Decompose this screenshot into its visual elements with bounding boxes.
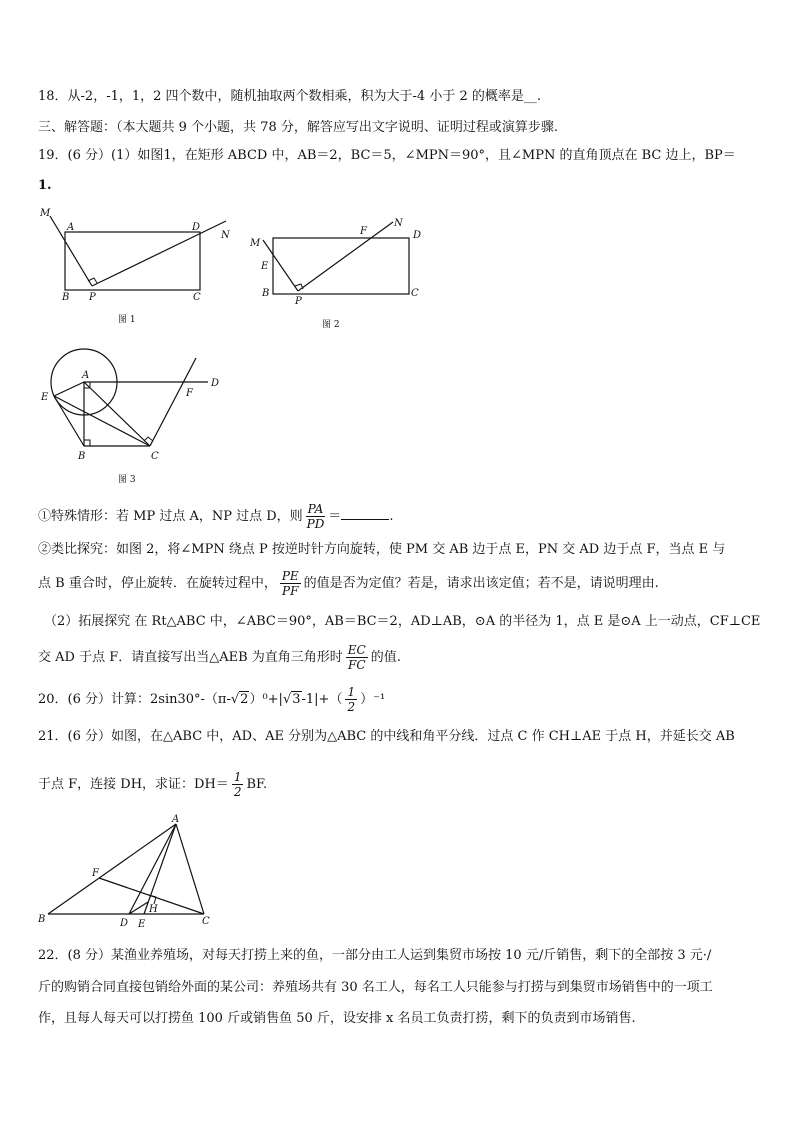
question-19-part3-line1: （2）拓展探究 在 Rt△ABC 中，∠ABC＝90°，AB＝BC＝2，AD⊥AB，⊙A 的半径为 1，点 E 是⊙A 上一动点，CF⊥CE: [44, 614, 761, 629]
fig3-label-a: A: [82, 370, 90, 381]
figure-2: [248, 214, 428, 334]
p3-numerator: EC: [347, 643, 366, 657]
fig4-label-f: F: [92, 868, 99, 879]
fig2-label-b: B: [262, 288, 270, 299]
fig1-label-b: B: [62, 292, 70, 303]
question-22-line1: 22．(8 分）某渔业养殖场，对每天打捞上来的鱼，一部分由工人运到集贸市场按 10 元/斤销售，剩下的全部按 3 元·/: [38, 948, 712, 963]
p1-equals: ＝: [328, 509, 342, 524]
question-19-line2: 1.: [38, 178, 52, 193]
q20-sqrt3: 3: [292, 692, 301, 707]
fig3-label-e: E: [41, 392, 49, 403]
p3-suffix: 的值.: [370, 650, 401, 665]
q20-suffix: ）⁻¹: [360, 692, 386, 707]
section-heading: 三、解答题：（本大题共 9 个小题，共 78 分，解答应写出文字说明、证明过程或演算步骤.: [38, 120, 558, 135]
fig2-label-d: D: [413, 230, 422, 241]
question-19-part1: [38, 502, 393, 531]
fig1-label-d: D: [192, 222, 201, 233]
q20-prefix: 20．(6 分）计算：2sin30°-（π-: [38, 692, 231, 707]
q20-fraction: [345, 685, 357, 714]
q21-fraction: [232, 770, 244, 799]
fig1-caption: 图 1: [118, 315, 136, 325]
p2-numerator: PE: [281, 569, 299, 583]
q21-denominator: 2: [233, 785, 242, 799]
fraction-pe-pf: [280, 569, 301, 598]
fig2-label-m: M: [250, 238, 261, 249]
fig2-label-c: C: [411, 288, 419, 299]
question-18: 18．从-2，-1，1，2 四个数中，随机抽取两个数相乘，积为大于-4 小于 2 的概率是__.: [38, 89, 542, 104]
p1-numerator: PA: [307, 502, 324, 516]
question-19-part3-line2: [38, 643, 401, 672]
question-19-part2-line1: ②类比探究：如图 2，将∠MPN 绕点 P 按逆时针方向旋转，使 PM 交 AB 边于点 E，PN 交 AD 边于点 F，当点 E 与: [38, 542, 726, 557]
fig2-label-f: F: [360, 226, 367, 237]
fraction-pa-pd: [306, 502, 326, 531]
p2-text: 点 B 重合时，停止旋转．在旋转过程中，: [38, 576, 277, 591]
fig1-label-m: M: [40, 208, 51, 219]
fig1-label-c: C: [193, 292, 201, 303]
figure-3: [38, 344, 238, 490]
fig4-label-e: E: [138, 919, 146, 930]
q21-text: 于点 F，连接 DH，求证：DH＝: [38, 777, 229, 792]
p2-denominator: PF: [282, 584, 299, 598]
q20-mid2: -1|+（: [301, 692, 343, 707]
fig4-label-d: D: [120, 918, 129, 929]
question-20: 20．(6 分）计算：2sin30°-（π-√2）⁰+|√3-1|+（ $\frac{1}{2}$ ）⁻¹: [38, 685, 386, 714]
p1-denominator: PD: [306, 517, 325, 531]
question-19-part2-line2: [38, 569, 659, 598]
fig1-label-a: A: [67, 222, 75, 233]
fig2-label-p: P: [295, 296, 302, 307]
p3-text: 交 AD 于点 F．请直接写出当△AEB 为直角三角形时: [38, 650, 343, 665]
fig4-label-a: A: [172, 814, 180, 825]
q20-mid1: ）⁰+|: [249, 692, 283, 707]
fig2-label-e: E: [261, 261, 269, 272]
fig1-label-p: P: [89, 292, 96, 303]
figure-triangle: [36, 812, 226, 934]
p1-end: .: [389, 509, 394, 524]
question-22-line2: 斤的购销合同直接包销给外面的某公司：养殖场共有 30 名工人，每名工人只能参与打捞与到集贸市场销售中的一项工: [38, 980, 713, 995]
question-21-line1: 21．(6 分）如图，在△ABC 中，AD、AE 分别为△ABC 的中线和角平分线．过点 C 作 CH⊥AE 于点 H，并延长交 AB: [38, 729, 735, 744]
fig3-label-c: C: [151, 451, 159, 462]
fig3-caption: 图 3: [118, 475, 136, 485]
question-22-line3: 作，且每人每天可以打捞鱼 100 斤或销售鱼 50 斤，设安排 x 名员工负责打捞，剩下的负责到市场销售.: [38, 1011, 636, 1026]
fig1-label-n: N: [221, 230, 230, 241]
fig3-label-b: B: [78, 451, 86, 462]
question-19-line1: 19．(6 分）(1）如图1，在矩形 ABCD 中，AB＝2，BC＝5，∠MPN＝90°，且∠MPN 的直角顶点在 BC 边上，BP＝: [38, 148, 736, 163]
figure-1: [38, 204, 238, 329]
answer-blank: [341, 507, 389, 520]
q21-numerator: 1: [233, 770, 242, 784]
fig2-caption: 图 2: [322, 320, 340, 330]
fig2-label-n: N: [394, 218, 403, 229]
q20-numerator: 1: [347, 685, 356, 699]
fig4-label-c: C: [202, 916, 210, 927]
fraction-ec-fc: [346, 643, 368, 672]
p2-suffix: 的值是否为定值？若是，请求出该定值；若不是，请说明理由.: [303, 576, 659, 591]
fig3-label-d: D: [211, 378, 220, 389]
p3-denominator: FC: [348, 658, 366, 672]
fig3-label-f: F: [186, 388, 193, 399]
p1-text: ①特殊情形：若 MP 过点 A，NP 过点 D，则: [38, 509, 303, 524]
q20-sqrt2: 2: [240, 692, 249, 707]
q20-denominator: 2: [347, 700, 356, 714]
fig4-label-h: H: [149, 904, 158, 915]
q21-suffix: BF.: [246, 777, 268, 792]
question-21-line2: [38, 770, 267, 799]
fig4-label-b: B: [38, 914, 46, 925]
